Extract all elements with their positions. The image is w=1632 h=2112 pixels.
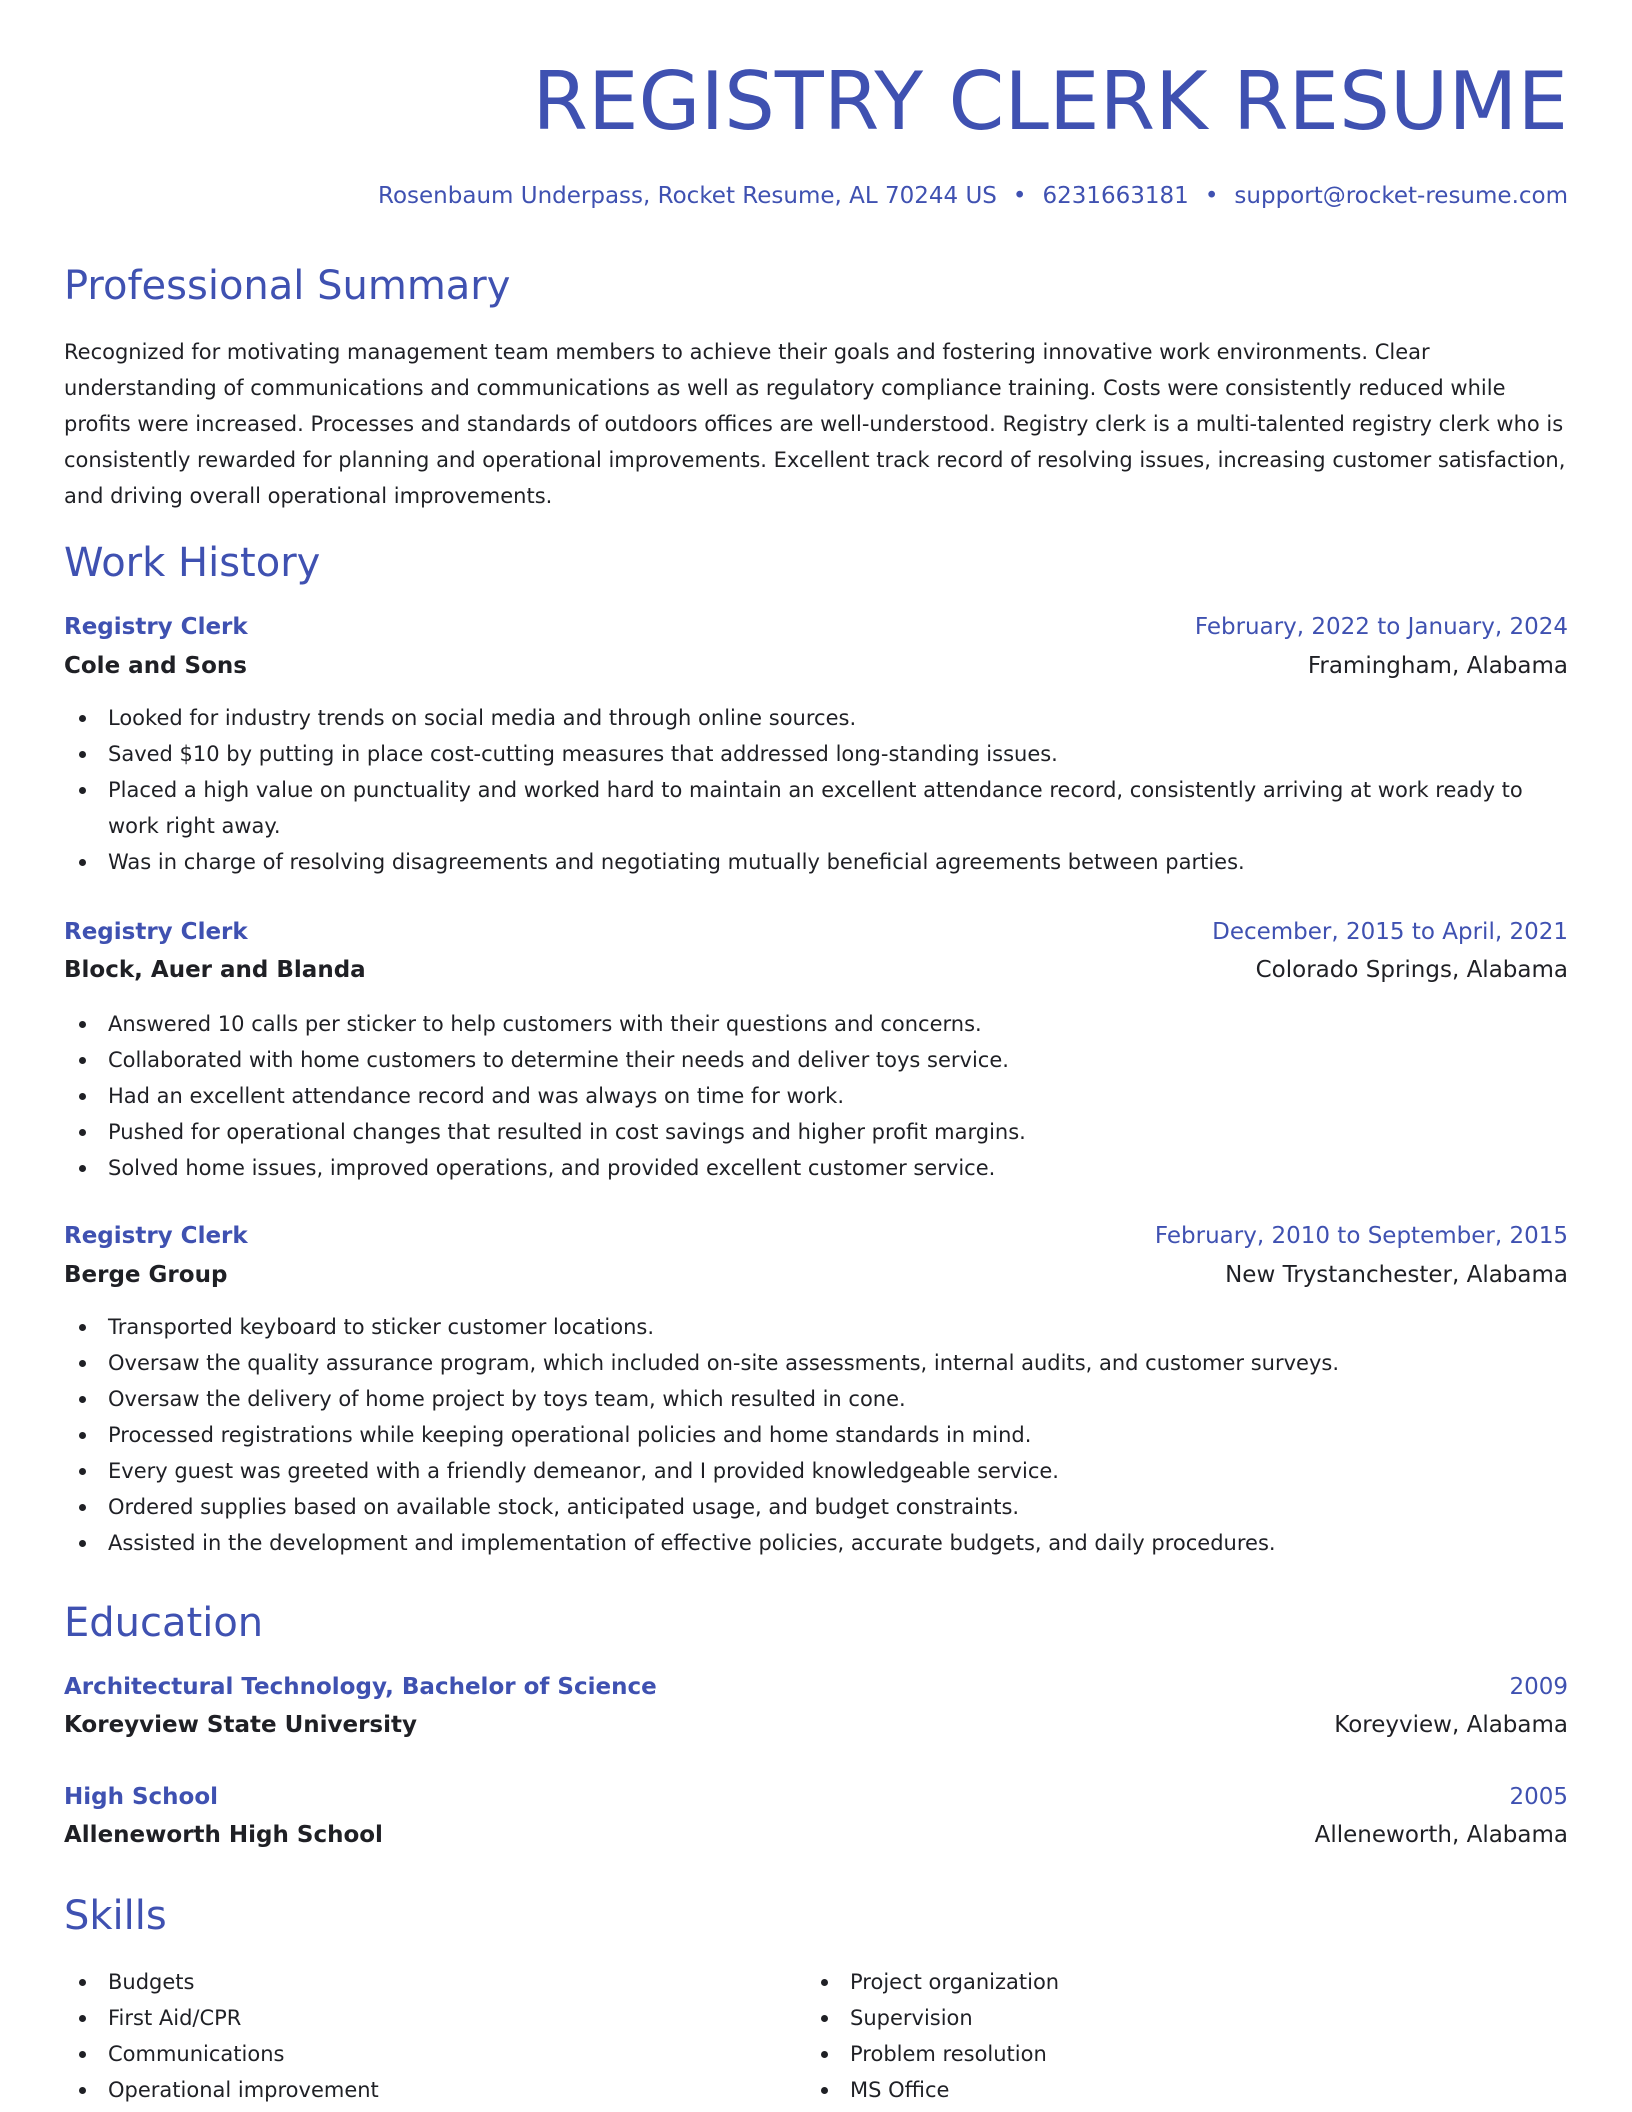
section-heading-education: Education: [64, 1600, 264, 1646]
list-item: Oversaw the delivery of home project by toys team, which resulted in cone.: [108, 1381, 1568, 1417]
job-company: Berge Group: [64, 1262, 228, 1288]
job-dates: February, 2022 to January, 2024: [1194, 614, 1568, 640]
list-item: Processed registrations while keeping operational policies and home standards in mind.: [108, 1417, 1568, 1453]
skill-item: MS Office: [850, 2072, 1059, 2108]
job-company: Block, Auer and Blanda: [64, 957, 366, 983]
contact-separator: •: [1204, 183, 1219, 209]
skill-item: Problem resolution: [850, 2036, 1059, 2072]
job-company-row: [64, 953, 1568, 987]
education-school: Alleneworth High School: [64, 1822, 383, 1848]
job-bullet-list: [64, 1006, 1568, 1186]
job-company-row: [64, 1258, 1568, 1292]
skill-item: First Aid/CPR: [108, 2000, 379, 2036]
job-title: Registry Clerk: [64, 1223, 248, 1249]
job-location: Framingham, Alabama: [1307, 653, 1568, 679]
job-location: Colorado Springs, Alabama: [1255, 957, 1568, 983]
contact-separator: •: [1012, 183, 1027, 209]
section-heading-skills: Skills: [64, 1893, 167, 1939]
list-item: Was in charge of resolving disagreements and negotiating mutually beneficial agreements between parties.: [108, 844, 1568, 880]
job-bullet-list: [64, 700, 1568, 880]
section-heading-summary: Professional Summary: [64, 263, 511, 309]
education-school-row: [64, 1708, 1568, 1742]
job-bullet-list: [64, 1309, 1568, 1561]
contact-address: Rosenbaum Underpass, Rocket Resume, AL 70244 US: [378, 183, 997, 209]
skills-list-left: [64, 1964, 379, 2108]
list-item: Solved home issues, improved operations, and provided excellent customer service.: [108, 1150, 1568, 1186]
summary-text: Recognized for motivating management team members to achieve their goals and fostering innovative work environments. Clear understanding of communications and communications as well as regulatory compliance training. Costs were consistently reduced while profits were increased. Processes and standards of outdoors offices are well-understood. Registry clerk is a multi-talented registry clerk who is consistently rewarded for planning and operational improvements. Excellent track record of resolving issues, increasing customer satisfaction, and driving overall operational improvements.: [64, 340, 1566, 508]
skill-item: Project organization: [850, 1964, 1059, 2000]
education-year: 2009: [1509, 1674, 1568, 1700]
education-year: 2005: [1509, 1784, 1568, 1810]
contact-line: [378, 180, 1568, 212]
list-item: Every guest was greeted with a friendly demeanor, and I provided knowledgeable service.: [108, 1453, 1568, 1489]
skill-item: Supervision: [850, 2000, 1059, 2036]
job-title: Registry Clerk: [64, 614, 248, 640]
skill-item: Budgets: [108, 1964, 379, 2000]
job-company-row: [64, 649, 1568, 683]
job-header-row: [64, 915, 1568, 949]
list-item: Pushed for operational changes that resulted in cost savings and higher profit margins.: [108, 1114, 1568, 1150]
resume-title: REGISTRY CLERK RESUME: [532, 55, 1568, 148]
skills-list-right: [806, 1964, 1059, 2108]
list-item: Placed a high value on punctuality and worked hard to maintain an excellent attendance record, consistently arriving at work ready to work right away.: [108, 772, 1568, 844]
job-location: New Trystanchester, Alabama: [1225, 1262, 1568, 1288]
job-dates: February, 2010 to September, 2015: [1154, 1223, 1568, 1249]
list-item: Transported keyboard to sticker customer locations.: [108, 1309, 1568, 1345]
skill-item: Operational improvement: [108, 2072, 379, 2108]
list-item: Looked for industry trends on social media and through online sources.: [108, 700, 1568, 736]
job-dates: December, 2015 to April, 2021: [1212, 919, 1568, 945]
education-location: Koreyview, Alabama: [1334, 1712, 1568, 1738]
job-header-row: [64, 610, 1568, 644]
list-item: Had an excellent attendance record and was always on time for work.: [108, 1078, 1568, 1114]
list-item: Answered 10 calls per sticker to help customers with their questions and concerns.: [108, 1006, 1568, 1042]
education-location: Alleneworth, Alabama: [1314, 1822, 1568, 1848]
list-item: Oversaw the quality assurance program, which included on-site assessments, internal audits, and customer surveys.: [108, 1345, 1568, 1381]
job-title: Registry Clerk: [64, 919, 248, 945]
job-company: Cole and Sons: [64, 653, 247, 679]
education-school-row: [64, 1818, 1568, 1852]
section-heading-work-history: Work History: [64, 540, 321, 586]
education-school: Koreyview State University: [64, 1712, 417, 1738]
list-item: Assisted in the development and implementation of effective policies, accurate budgets, and daily procedures.: [108, 1525, 1568, 1561]
education-degree: Architectural Technology, Bachelor of Science: [64, 1674, 657, 1700]
education-degree: High School: [64, 1784, 219, 1810]
education-header-row: [64, 1670, 1568, 1704]
job-header-row: [64, 1219, 1568, 1253]
education-header-row: [64, 1780, 1568, 1814]
contact-email: support@rocket-resume.com: [1234, 183, 1568, 209]
contact-phone: 6231663181: [1042, 183, 1189, 209]
list-item: Ordered supplies based on available stock, anticipated usage, and budget constraints.: [108, 1489, 1568, 1525]
skill-item: Communications: [108, 2036, 379, 2072]
list-item: Saved $10 by putting in place cost-cutting measures that addressed long-standing issues.: [108, 736, 1568, 772]
list-item: Collaborated with home customers to determine their needs and deliver toys service.: [108, 1042, 1568, 1078]
